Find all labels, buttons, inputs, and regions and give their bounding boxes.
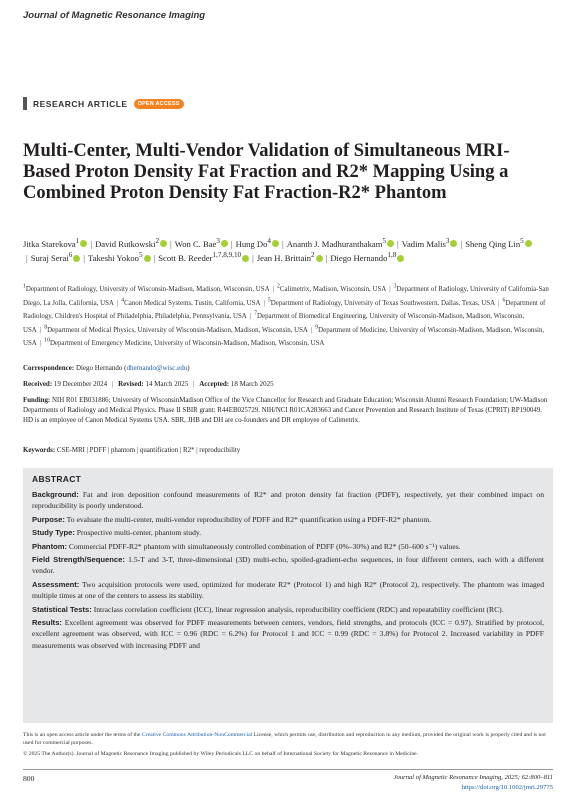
abstract-section-key: Statistical Tests: xyxy=(32,604,92,614)
author-list xyxy=(23,236,553,265)
keywords-text: CSE-MRI | PDFF | phantom | quantification | R2* | reproducibility xyxy=(56,447,241,454)
author-affiliation-sup: 2 xyxy=(311,251,315,260)
funding-text: NIH R01 EB031886; University of WisconsinMadison Office of the Vice Chancellor for Research and Graduate Education; Wisconsin Alumni Research Foundation; UW-Madison Departments of Radiology and Medical Physics. Phase II SBIR grant: R44EB025729. NIH/NCI R01CA283663 and Cancer Prevention and Research Institute of Texas (CPRIT) RP190049. HD is an employee of Canon Medical Systems USA. SBR, JHB and DH are co-founders and DR employee of Calimetrix. xyxy=(23,397,548,425)
abstract-body xyxy=(32,489,544,651)
author-name: Sheng Qing Lin xyxy=(465,238,521,249)
affiliation-sup: 2 xyxy=(277,284,280,290)
footer-rule xyxy=(23,769,553,770)
abstract-section-text: Fat and iron deposition confound measurements of R2* and proton density fat fraction (PDFF), respectively, yet their combined impact on reproducibility is poorly understood. xyxy=(32,490,544,511)
author-separator: | xyxy=(397,238,399,249)
affiliation-separator: | xyxy=(498,299,500,307)
affiliation xyxy=(44,340,324,347)
author-separator: | xyxy=(230,238,233,249)
received-label: Received: xyxy=(23,380,53,388)
revised-date: 14 March 2025 xyxy=(145,380,189,388)
affiliation xyxy=(121,297,261,307)
author-separator: | xyxy=(170,238,172,249)
author-affiliation-sup: 5 xyxy=(520,237,524,245)
author-separator: | xyxy=(325,253,328,264)
affiliation-sup: 1 xyxy=(23,284,26,290)
license-link[interactable]: Creative Commons Attribution-NonCommercial xyxy=(141,732,253,738)
affiliation-text: Department of Radiology, University of Texas Southwestern, Dallas, Texas, USA xyxy=(270,299,496,307)
affiliation-sup: 5 xyxy=(267,297,271,304)
author-affiliation-sup: 2 xyxy=(155,237,160,245)
license-post: License, which permits use, distribution and reproduction in any medium, provided the original work is properly cited and is not used for commercial purposes. xyxy=(23,732,546,747)
correspondence-name: Diego Hernando xyxy=(75,364,123,372)
author xyxy=(23,239,87,249)
revised-label: Revised: xyxy=(118,380,144,388)
affiliation-text: Calimetrix, Madison, Wisconsin, USA xyxy=(279,286,387,294)
author-affiliation-sup: 1,8 xyxy=(387,251,397,260)
author-affiliation-sup: 3 xyxy=(216,237,220,245)
funding-label: Funding: xyxy=(23,397,51,404)
correspondence-email-link[interactable]: dhernando@wisc.edu xyxy=(126,364,188,372)
author-affiliation-sup: 3 xyxy=(445,237,450,245)
affiliation-text: Department of Radiology, University of California-San Diego, La Jolla, California, USA xyxy=(23,286,549,307)
affiliation-text: Department of Emergency Medicine, University of Wisconsin-Madison, Madison, Wisconsin, USA xyxy=(49,340,325,348)
abstract-section-key: Field Strength/Sequence: xyxy=(32,555,125,565)
orcid-icon[interactable] xyxy=(80,240,87,247)
abstract-section-key: Assessment: xyxy=(32,579,80,589)
abstract-section xyxy=(32,579,544,602)
author-name: David Rutkowski xyxy=(95,238,156,249)
accepted-date: 18 March 2025 xyxy=(230,380,274,388)
affiliation xyxy=(267,297,496,307)
author-affiliation-sup: 4 xyxy=(267,237,271,245)
affiliation-separator: | xyxy=(310,326,313,334)
affiliation-text: Canon Medical Systems, Tustin, California, USA xyxy=(124,299,261,307)
article-dates: Received: 19 December 2024 | Revised: 14 March 2025 | Accepted: 18 March 2025 xyxy=(23,380,274,388)
author-name: Jean H. Brittain xyxy=(256,253,312,264)
abstract-section-text: Commercial PDFF-R2* phantom with simultaneously controlled combination of PDFF (0%–30%) and R2* (50–600 s⁻¹) values. xyxy=(67,541,461,551)
author-affiliation-sup: 1,7,8,9,10 xyxy=(212,251,242,260)
abstract-section xyxy=(32,617,544,651)
orcid-icon[interactable] xyxy=(450,240,457,247)
orcid-icon[interactable] xyxy=(160,240,167,247)
license-pre: This is an open access article under the terms of the xyxy=(23,732,142,738)
affiliation-separator: | xyxy=(116,299,119,307)
author xyxy=(465,239,531,249)
author-name: Takeshi Yokoo xyxy=(88,253,139,264)
affiliation-text: Department of Medical Physics, University of Wisconsin-Madison, Madison, Wisconsin, USA xyxy=(47,326,308,334)
orcid-icon[interactable] xyxy=(525,240,532,247)
affiliation-separator: | xyxy=(39,340,42,348)
abstract-section-key: Background: xyxy=(32,490,79,499)
orcid-icon[interactable] xyxy=(272,240,279,247)
abstract-section-key: Phantom: xyxy=(32,541,68,551)
author-affiliation-sup: 6 xyxy=(68,251,73,260)
keywords xyxy=(23,447,240,454)
article-type-label: RESEARCH ARTICLE xyxy=(33,98,128,109)
author-separator: | xyxy=(281,238,284,249)
affiliation-sup: 4 xyxy=(121,297,125,304)
abstract-section xyxy=(32,527,544,538)
author xyxy=(236,239,279,249)
author-separator: | xyxy=(83,253,85,264)
abstract-section-text: Prospective multi-center, phantom study. xyxy=(74,528,202,538)
article-type-row xyxy=(23,97,184,110)
author-separator: | xyxy=(252,253,254,264)
affiliation xyxy=(44,324,308,334)
affiliation-sup: 7 xyxy=(254,311,258,317)
abstract-section-key: Study Type: xyxy=(32,528,75,538)
abstract-section-key: Purpose: xyxy=(32,514,65,524)
abstract-section-text: 1.5-T and 3-T, three-dimensional (3D) multi-echo, spoiled-gradient-echo sequences, in four different centers, each with a different vendor. xyxy=(32,555,544,576)
abstract-section-text: Intraclass correlation coefficient (ICC), linear regression analysis, reproducibility coefficient (RDC) and repeatability coefficient (RC). xyxy=(91,604,504,614)
affiliation-text: Department of Medicine, University of Wisconsin-Madison, Madison, Wisconsin, USA xyxy=(23,326,545,348)
author xyxy=(95,239,167,249)
copyright-line: © 2025 The Author(s). Journal of Magnetic Resonance Imaging published by Wiley Periodicals LLC on behalf of International Society for Magnetic Resonance in Medicine. xyxy=(23,751,419,758)
license-notice xyxy=(23,731,553,759)
orcid-icon[interactable] xyxy=(316,255,323,262)
author-separator: | xyxy=(153,253,156,264)
orcid-icon[interactable] xyxy=(144,255,151,262)
author xyxy=(257,253,323,263)
affiliation-sup: 10 xyxy=(44,338,50,344)
article-title: Multi-Center, Multi-Vendor Validation of Simultaneous MRI-Based Proton Density Fat Fraction and R2* Mapping Using a Combined Proton Density Fat Fraction-R2* Phantom xyxy=(23,141,510,203)
affiliation xyxy=(277,286,386,293)
author-affiliation-sup: 5 xyxy=(138,251,143,260)
correspondence-label: Correspondence: xyxy=(23,364,75,372)
affiliation-text: Department of Radiology, University of Wisconsin-Madison, Madison, Wisconsin, USA xyxy=(25,286,270,294)
correspondence: Correspondence: Diego Hernando (dhernando@wisc.edu) xyxy=(23,364,190,372)
author-name: Vadim Malis xyxy=(401,238,446,249)
author-name: Hung Do xyxy=(235,238,268,249)
abstract-section xyxy=(32,514,544,525)
author-affiliation-sup: 5 xyxy=(382,237,386,245)
author-separator: | xyxy=(460,238,463,249)
author-name: Diego Hernando xyxy=(330,253,388,264)
affiliation-separator: | xyxy=(249,313,252,321)
abstract-heading: ABSTRACT xyxy=(32,474,82,484)
author xyxy=(31,253,81,263)
author-name: Ananth J. Madhuranthakam xyxy=(286,238,383,249)
author xyxy=(158,253,249,263)
orcid-icon[interactable] xyxy=(397,255,404,262)
affiliation-separator: | xyxy=(263,299,265,307)
journal-citation: Journal of Magnetic Resonance Imaging, 2025; 62:800–811 xyxy=(393,774,553,781)
affiliation-separator: | xyxy=(272,286,274,294)
abstract-section-text: Two acquisition protocols were used, optimized for moderate R2* (Protocol 1) and high R2* (Protocol 2), respectively. The phantom was imaged multiple times at one of the centers to assess its stability. xyxy=(32,579,544,601)
author-separator: | xyxy=(26,253,28,264)
author xyxy=(402,239,458,249)
open-access-badge: OPEN ACCESS xyxy=(134,99,184,109)
abstract-section xyxy=(32,541,544,552)
abstract-section xyxy=(32,604,544,615)
author-name: Jitka Starekova xyxy=(23,238,76,249)
affiliation-text: Department of Biomedical Engineering, University of Wisconsin-Madison, Madison, Wisconsin, USA xyxy=(23,313,525,334)
section-marker xyxy=(23,97,27,110)
keywords-label: Keywords: xyxy=(23,447,56,454)
author xyxy=(330,253,404,263)
author xyxy=(287,239,394,249)
funding xyxy=(23,396,553,427)
abstract-section-text: To evaluate the multi-center, multi-vendor reproducibility of PDFF and R2* quantification using a PDFF-R2* phantom. xyxy=(64,514,432,524)
doi-link[interactable]: https://doi.org/10.1002/jmri.29775 xyxy=(461,784,553,791)
abstract-section xyxy=(32,489,544,512)
abstract-box xyxy=(23,468,553,723)
affiliation-separator: | xyxy=(389,286,391,294)
affiliation-sup: 6 xyxy=(502,297,506,304)
orcid-icon[interactable] xyxy=(221,240,228,247)
affiliation-text: Department of Radiology, Children's Hospital of Philadelphia, Philadelphia, Pennsylvania, USA xyxy=(23,299,546,321)
received-date: 19 December 2024 xyxy=(53,380,108,388)
abstract-section xyxy=(32,554,544,577)
abstract-section-text: Excellent agreement was observed for PDFF measurements between centers, vendors, field strengths, and protocols (ICC = 0.97). Stratified by protocol, excellent agreement was observed, with ICC = 0.96 (RDC = 6.2%) for Protocol 1 and ICC = 0.99 (RDC = 3.8%) for Protocol 2. Increased variability in PDFF measurements was observed with increasing PDFF and xyxy=(32,618,544,650)
journal-name: Journal of Magnetic Resonance Imaging xyxy=(23,10,206,21)
author xyxy=(88,253,151,263)
author-separator: | xyxy=(90,238,93,249)
affiliation-sup: 3 xyxy=(393,284,397,290)
author-name: Suraj Serai xyxy=(30,253,69,264)
affiliation xyxy=(23,286,270,293)
accepted-label: Accepted: xyxy=(199,380,230,388)
author xyxy=(175,239,228,249)
affiliation-separator: | xyxy=(39,326,42,334)
author-name: Won C. Bae xyxy=(174,238,217,249)
affiliation-sup: 8 xyxy=(44,324,48,331)
affiliations xyxy=(23,282,553,350)
orcid-icon[interactable] xyxy=(73,255,80,262)
page-number: 800 xyxy=(23,774,35,783)
author-name: Scott B. Reeder xyxy=(158,253,213,264)
author-affiliation-sup: 1 xyxy=(75,237,80,245)
affiliation-sup: 9 xyxy=(315,324,319,331)
abstract-section-key: Results: xyxy=(32,618,62,628)
orcid-icon[interactable] xyxy=(242,255,249,262)
orcid-icon[interactable] xyxy=(387,240,394,247)
